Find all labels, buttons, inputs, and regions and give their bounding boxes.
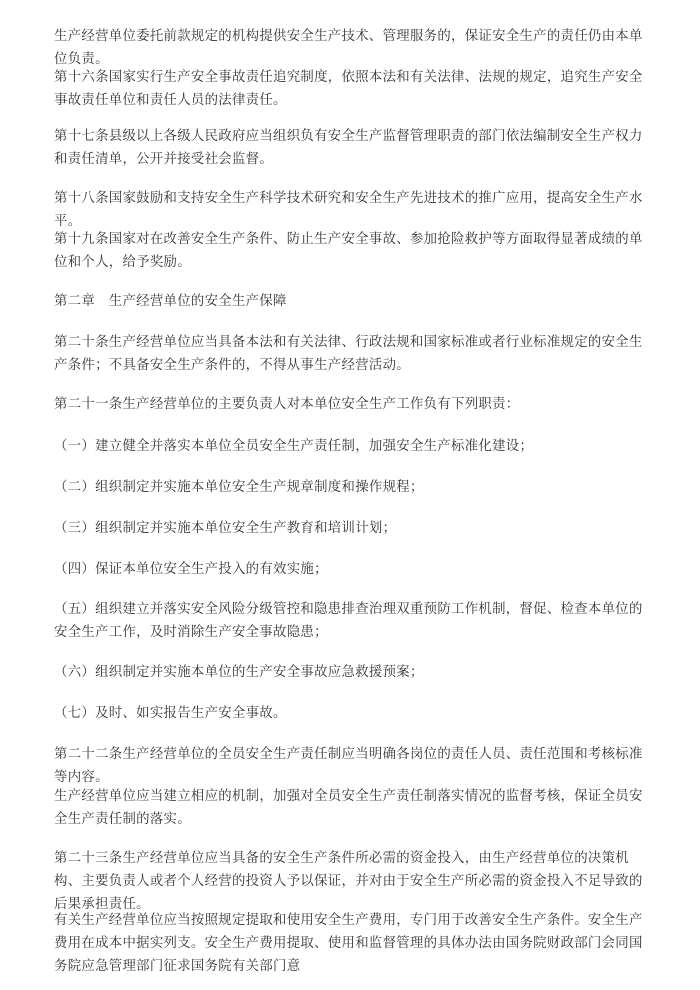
list-item-4: （四）保证本单位安全生产投入的有效实施； (54, 562, 328, 577)
list-item-6: （六）组织制定并实施本单位的生产安全事故应急救援预案； (54, 665, 424, 680)
list-item-2: （二）组织制定并实施本单位安全生产规章制度和操作规程； (54, 480, 424, 495)
list-item-3: （三）组织制定并实施本单位安全生产教育和培训计划； (54, 521, 397, 536)
paragraph-article-18: 第十八条国家鼓励和支持安全生产科学技术研究和安全生产先进技术的推广应用，提高安全生产水平。 (54, 191, 643, 229)
paragraph-intro-continuation: 生产经营单位委托前款规定的机构提供安全生产技术、管理服务的，保证安全生产的责任仍由本单位负责。 (54, 29, 643, 67)
paragraph-article-20: 第二十条生产经营单位应当具备本法和有关法律、行政法规和国家标准或者行业标准规定的安全生产条件；不具备安全生产条件的，不得从事生产经营活动。 (54, 335, 643, 373)
paragraph-article-17: 第十七条县级以上各级人民政府应当组织负有安全生产监督管理职责的部门依法编制安全生产权力和责任清单，公开并接受社会监督。 (54, 129, 643, 167)
chapter-heading: 第二章 生产经营单位的安全生产保障 (54, 294, 287, 309)
paragraph-article-16: 第十六条国家实行生产安全事故责任追究制度，依照本法和有关法律、法规的规定，追究生产安全事故责任单位和责任人员的法律责任。 (54, 70, 643, 108)
paragraph-article-23: 第二十三条生产经营单位应当具备的安全生产条件所必需的资金投入，由生产经营单位的决策机构、主要负责人或者个人经营的投资人予以保证，并对由于安全生产所必需的资金投入不足导致的后果承担责任。 (54, 851, 643, 912)
list-item-7: （七）及时、如实报告生产安全事故。 (54, 706, 287, 721)
paragraph-article-19: 第十九条国家对在改善安全生产条件、防止生产安全事故、参加抢险救护等方面取得显著成绩的单位和个人，给予奖励。 (54, 232, 643, 270)
list-item-1: （一）建立健全并落实本单位全员安全生产责任制，加强安全生产标准化建设； (54, 439, 534, 454)
paragraph-article-22: 第二十二条生产经营单位的全员安全生产责任制应当明确各岗位的责任人员、责任范围和考核标准等内容。 (54, 747, 643, 785)
list-item-5: （五）组织建立并落实安全风险分级管控和隐患排查治理双重预防工作机制，督促、检查本单位的安全生产工作，及时消除生产安全事故隐患； (54, 602, 643, 640)
paragraph-article-21: 第二十一条生产经营单位的主要负责人对本单位安全生产工作负有下列职责： (54, 397, 520, 412)
paragraph-article-22-sub: 生产经营单位应当建立相应的机制，加强对全员安全生产责任制落实情况的监督考核，保证全员安全生产责任制的落实。 (54, 789, 643, 827)
paragraph-article-23-sub: 有关生产经营单位应当按照规定提取和使用安全生产费用，专门用于改善安全生产条件。安全生产费用在成本中据实列支。安全生产费用提取、使用和监督管理的具体办法由国务院财政部门会同国务院应急管理部门征求国务院有关部门意 (54, 913, 643, 974)
